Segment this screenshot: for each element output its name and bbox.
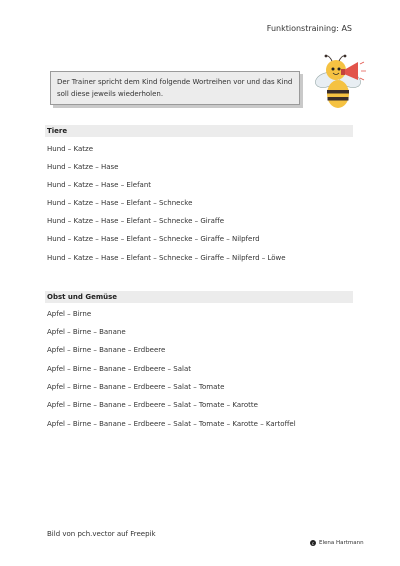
word-line: Apfel – Birne – Banane – Erdbeere: [47, 346, 166, 354]
section-title-obst-gemuese: Obst und Gemüse: [47, 293, 118, 301]
word-line: Hund – Katze – Hase – Elefant – Schnecke – Giraffe: [47, 217, 225, 225]
page-header-title: Funktionstraining: AS: [266, 24, 352, 33]
instruction-box: Der Trainer spricht dem Kind folgende Wortreihen vor und das Kind soll diese jeweils wiederholen.: [50, 71, 300, 105]
word-line: Hund – Katze – Hase – Elefant: [47, 181, 152, 189]
word-line: Hund – Katze – Hase – Elefant – Schnecke: [47, 199, 193, 207]
word-line: Apfel – Birne – Banane – Erdbeere – Salat – Tomate: [47, 383, 225, 391]
bee-megaphone-icon: [306, 50, 370, 114]
cc-icon: c: [311, 540, 315, 546]
word-line: Hund – Katze – Hase: [47, 163, 119, 171]
author-name: Elena Hartmann: [319, 540, 364, 546]
word-line: Apfel – Birne – Banane – Erdbeere – Salat – Tomate – Karotte: [47, 401, 258, 409]
word-line: Apfel – Birne: [47, 310, 92, 318]
word-line: Apfel – Birne – Banane: [47, 328, 126, 336]
image-credit: Bild von pch.vector auf Freepik: [47, 530, 156, 538]
word-line: Hund – Katze: [47, 145, 94, 153]
word-line: Apfel – Birne – Banane – Erdbeere – Salat – Tomate – Karotte – Kartoffel: [47, 420, 296, 428]
section-title-tiere: Tiere: [47, 127, 68, 135]
word-line: Hund – Katze – Hase – Elefant – Schnecke – Giraffe – Nilpferd – Löwe: [47, 254, 286, 262]
word-line: Hund – Katze – Hase – Elefant – Schnecke – Giraffe – Nilpferd: [47, 235, 260, 243]
author-credit: [310, 540, 364, 546]
word-line: Apfel – Birne – Banane – Erdbeere – Salat: [47, 365, 191, 373]
section-header-bar: [45, 125, 353, 137]
